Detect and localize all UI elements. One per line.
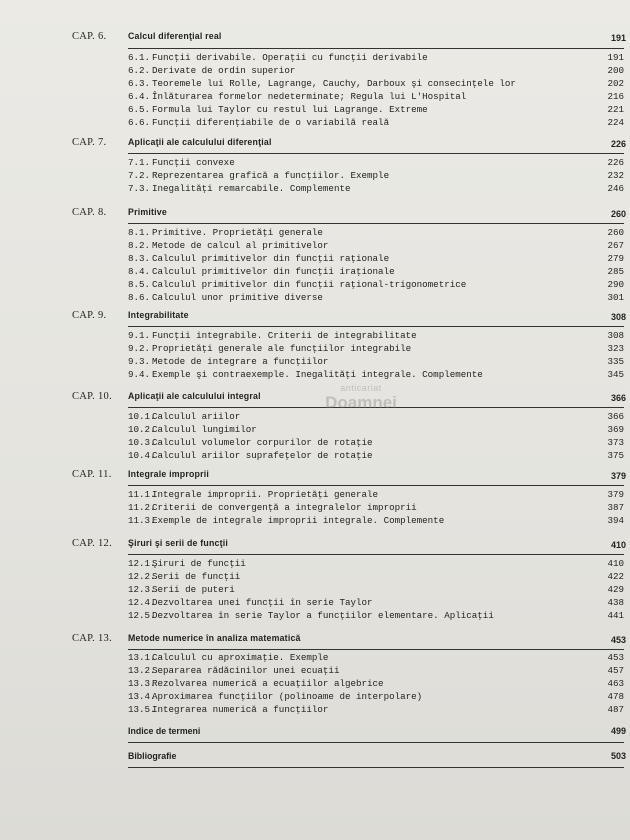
chapter-heading xyxy=(72,391,261,407)
entry-number: 10.1. xyxy=(128,411,156,422)
entry-number: 11.1. xyxy=(128,489,156,500)
entry-number: 12.2. xyxy=(128,571,156,582)
watermark-line2: Doamnei xyxy=(325,393,397,412)
toc-entry xyxy=(128,558,624,570)
toc-entry xyxy=(128,65,624,77)
entry-number: 11.2. xyxy=(128,502,156,513)
chapter-title: Aplicaţii ale calculului diferenţial xyxy=(128,137,272,147)
chapter-rule xyxy=(128,649,624,650)
entry-number: 13.1. xyxy=(128,652,156,663)
entry-page: 410 xyxy=(607,558,624,569)
entry-page: 373 xyxy=(607,437,624,448)
entry-page: 202 xyxy=(607,78,624,89)
chapter-page: 410 xyxy=(610,540,626,550)
chapter-label: CAP. 8. xyxy=(72,207,107,218)
toc-entry xyxy=(128,356,624,368)
entry-number: 10.2. xyxy=(128,424,156,435)
toc-entry xyxy=(128,704,624,716)
chapter-page: 453 xyxy=(610,635,626,645)
chapter-heading xyxy=(72,137,272,153)
index-page: 499 xyxy=(610,726,626,736)
chapter-title: Integrale improprii xyxy=(128,469,210,479)
chapter-label: CAP. 10. xyxy=(72,391,113,402)
chapter-heading xyxy=(72,538,228,554)
chapter-rule xyxy=(128,48,624,49)
toc-entry xyxy=(128,652,624,664)
toc-entry xyxy=(128,117,624,129)
entry-title: Reprezentarea grafică a funcţiilor. Exemple xyxy=(152,170,390,181)
entry-page: 200 xyxy=(607,65,624,76)
chapter-rule xyxy=(128,223,624,224)
entry-title: Integrale improprii. Proprietăţi generale xyxy=(152,489,379,500)
chapter-label: CAP. 11. xyxy=(72,469,112,480)
chapter-heading xyxy=(72,207,167,223)
entry-number: 10.3. xyxy=(128,437,156,448)
entry-page: 345 xyxy=(607,369,624,380)
entry-page: 369 xyxy=(607,424,624,435)
entry-title: Serii de puteri xyxy=(152,584,235,595)
chapter-heading xyxy=(72,310,189,326)
entry-number: 13.4. xyxy=(128,691,156,702)
toc-entry xyxy=(128,78,624,90)
entry-number: 7.2. xyxy=(128,170,151,181)
entry-page: 285 xyxy=(607,266,624,277)
entry-number: 12.4. xyxy=(128,597,156,608)
entry-number: 13.2. xyxy=(128,665,156,676)
toc-entry xyxy=(128,437,624,449)
entry-page: 438 xyxy=(607,597,624,608)
toc-entry xyxy=(128,330,624,342)
entry-title: Funcţii diferenţiabile de o variabilă reală xyxy=(152,117,390,128)
entry-title: Calculul cu aproximaţie. Exemple xyxy=(152,652,329,663)
toc-entry xyxy=(128,502,624,514)
entry-page: 323 xyxy=(607,343,624,354)
entry-number: 6.2. xyxy=(128,65,151,76)
entry-number: 13.3. xyxy=(128,678,156,689)
entry-number: 12.3. xyxy=(128,584,156,595)
entry-title: Funcţii integrabile. Criterii de integrabilitate xyxy=(152,330,417,341)
toc-entry xyxy=(128,597,624,609)
bibliography-rule xyxy=(128,767,624,768)
entry-number: 6.3. xyxy=(128,78,151,89)
bibliography-page: 503 xyxy=(610,751,626,761)
entry-page: 335 xyxy=(607,356,624,367)
chapter-title: Calcul diferenţial real xyxy=(128,31,222,41)
entry-number: 6.5. xyxy=(128,104,151,115)
chapter-title: Şiruri şi serii de funcţii xyxy=(128,538,229,548)
entry-number: 12.1. xyxy=(128,558,156,569)
entry-number: 12.5. xyxy=(128,610,156,621)
toc-entry xyxy=(128,292,624,304)
entry-number: 13.5. xyxy=(128,704,156,715)
entry-title: Exemple şi contraexemple. Inegalităţi integrale. Complemente xyxy=(152,369,483,380)
entry-number: 7.3. xyxy=(128,183,151,194)
toc-entry xyxy=(128,343,624,355)
chapter-label: CAP. 7. xyxy=(72,137,107,148)
toc-entry xyxy=(128,266,624,278)
entry-title: Şiruri de funcţii xyxy=(152,558,246,569)
entry-title: Calculul ariilor xyxy=(152,411,241,422)
toc-entry xyxy=(128,515,624,527)
entry-title: Calculul primitivelor din funcţii iraţionale xyxy=(152,266,395,277)
entry-page: 308 xyxy=(607,330,624,341)
entry-title: Serii de funcţii xyxy=(152,571,241,582)
chapter-title: Primitive xyxy=(128,207,167,217)
entry-page: 366 xyxy=(607,411,624,422)
entry-title: Calculul volumelor corpurilor de rotaţie xyxy=(152,437,373,448)
chapter-rule xyxy=(128,326,624,327)
toc-entry xyxy=(128,691,624,703)
entry-number: 11.3. xyxy=(128,515,156,526)
toc-entry xyxy=(128,369,624,381)
entry-title: Calculul primitivelor din funcţii raţionale xyxy=(152,253,390,264)
toc-entry xyxy=(128,91,624,103)
toc-entry xyxy=(128,584,624,596)
index-heading: Indice de termeni xyxy=(128,726,201,736)
entry-title: Calculul ariilor suprafeţelor de rotaţie xyxy=(152,450,373,461)
entry-page: 191 xyxy=(607,52,624,63)
entry-title: Separarea rădăcinilor unei ecuaţii xyxy=(152,665,340,676)
chapter-label: CAP. 6. xyxy=(72,31,107,42)
chapter-page: 226 xyxy=(610,139,626,149)
entry-number: 9.4. xyxy=(128,369,151,380)
entry-number: 6.1. xyxy=(128,52,151,63)
entry-title: Dezvoltarea în serie Taylor a funcţiilor elementare. Aplicaţii xyxy=(152,610,494,621)
entry-title: Înlăturarea formelor nedeterminate; Regula lui L'Hospital xyxy=(152,91,467,102)
entry-page: 422 xyxy=(607,571,624,582)
entry-title: Aproximarea funcţiilor (polinoame de interpolare) xyxy=(152,691,423,702)
entry-title: Metode de calcul al primitivelor xyxy=(152,240,329,251)
chapter-rule xyxy=(128,407,624,408)
toc-entry xyxy=(128,227,624,239)
toc-entry xyxy=(128,489,624,501)
entry-title: Formula lui Taylor cu restul lui Lagrange. Extreme xyxy=(152,104,428,115)
entry-page: 487 xyxy=(607,704,624,715)
chapter-page: 366 xyxy=(610,393,626,403)
entry-page: 246 xyxy=(607,183,624,194)
entry-page: 221 xyxy=(607,104,624,115)
entry-title: Calculul lungimilor xyxy=(152,424,257,435)
toc-entry xyxy=(128,279,624,291)
index-rule xyxy=(128,742,624,743)
toc-entry xyxy=(128,610,624,622)
entry-title: Funcţii convexe xyxy=(152,157,235,168)
entry-number: 8.4. xyxy=(128,266,151,277)
entry-title: Exemple de integrale improprii integrale. Complemente xyxy=(152,515,445,526)
entry-page: 290 xyxy=(607,279,624,290)
chapter-rule xyxy=(128,554,624,555)
entry-page: 478 xyxy=(607,691,624,702)
entry-title: Derivate de ordin superior xyxy=(152,65,296,76)
chapter-page: 191 xyxy=(610,33,626,43)
toc-entry xyxy=(128,571,624,583)
bibliography-heading: Bibliografie xyxy=(128,751,177,761)
entry-number: 8.1. xyxy=(128,227,151,238)
entry-page: 441 xyxy=(607,610,624,621)
entry-page: 301 xyxy=(607,292,624,303)
entry-page: 279 xyxy=(607,253,624,264)
entry-title: Integrarea numerică a funcţiilor xyxy=(152,704,329,715)
entry-page: 216 xyxy=(607,91,624,102)
entry-number: 6.4. xyxy=(128,91,151,102)
entry-number: 10.4. xyxy=(128,450,156,461)
chapter-title: Metode numerice în analiza matematică xyxy=(128,633,301,643)
entry-page: 260 xyxy=(607,227,624,238)
toc-entry xyxy=(128,183,624,195)
entry-number: 6.6. xyxy=(128,117,151,128)
entry-title: Proprietăţi generale ale funcţiilor integrabile xyxy=(152,343,412,354)
entry-page: 453 xyxy=(607,652,624,663)
watermark-line1: anticariat xyxy=(340,383,382,393)
toc-entry xyxy=(128,170,624,182)
entry-title: Teoremele lui Rolle, Lagrange, Cauchy, Darboux şi consecinţele lor xyxy=(152,78,516,89)
entry-number: 8.6. xyxy=(128,292,151,303)
chapter-rule xyxy=(128,485,624,486)
entry-page: 429 xyxy=(607,584,624,595)
chapter-page: 260 xyxy=(610,209,626,219)
toc-entry xyxy=(128,665,624,677)
chapter-heading xyxy=(72,469,209,485)
entry-number: 9.1. xyxy=(128,330,151,341)
toc-entry xyxy=(128,678,624,690)
entry-page: 267 xyxy=(607,240,624,251)
entry-title: Calculul unor primitive diverse xyxy=(152,292,323,303)
chapter-title: Integrabilitate xyxy=(128,310,189,320)
entry-page: 226 xyxy=(607,157,624,168)
entry-page: 387 xyxy=(607,502,624,513)
entry-title: Inegalităţi remarcabile. Complemente xyxy=(152,183,351,194)
entry-page: 379 xyxy=(607,489,624,500)
entry-page: 375 xyxy=(607,450,624,461)
chapter-label: CAP. 9. xyxy=(72,310,107,321)
entry-number: 8.2. xyxy=(128,240,151,251)
entry-title: Primitive. Proprietăţi generale xyxy=(152,227,323,238)
toc-entry xyxy=(128,424,624,436)
entry-title: Criterii de convergenţă a integralelor improprii xyxy=(152,502,417,513)
toc-entry xyxy=(128,52,624,64)
entry-number: 7.1. xyxy=(128,157,151,168)
entry-page: 463 xyxy=(607,678,624,689)
entry-number: 9.2. xyxy=(128,343,151,354)
entry-page: 224 xyxy=(607,117,624,128)
chapter-page: 379 xyxy=(610,471,626,481)
toc-entry xyxy=(128,253,624,265)
chapter-heading xyxy=(72,633,301,649)
entry-title: Rezolvarea numerică a ecuaţiilor algebrice xyxy=(152,678,384,689)
entry-title: Dezvoltarea unei funcţii în serie Taylor xyxy=(152,597,373,608)
toc-entry xyxy=(128,104,624,116)
chapter-rule xyxy=(128,153,624,154)
entry-title: Funcţii derivabile. Operaţii cu funcţii derivabile xyxy=(152,52,428,63)
chapter-label: CAP. 12. xyxy=(72,538,113,549)
chapter-label: CAP. 13. xyxy=(72,633,113,644)
entry-number: 8.5. xyxy=(128,279,151,290)
toc-entry xyxy=(128,450,624,462)
chapter-title: Aplicaţii ale calculului integral xyxy=(128,391,261,401)
toc-entry xyxy=(128,240,624,252)
entry-page: 232 xyxy=(607,170,624,181)
toc-entry xyxy=(128,411,624,423)
chapter-page: 308 xyxy=(610,312,626,322)
entry-page: 457 xyxy=(607,665,624,676)
entry-title: Metode de integrare a funcţiilor xyxy=(152,356,329,367)
entry-title: Calculul primitivelor din funcţii raţional-trigonometrice xyxy=(152,279,467,290)
entry-number: 8.3. xyxy=(128,253,151,264)
entry-page: 394 xyxy=(607,515,624,526)
toc-entry xyxy=(128,157,624,169)
entry-number: 9.3. xyxy=(128,356,151,367)
chapter-heading xyxy=(72,31,222,47)
